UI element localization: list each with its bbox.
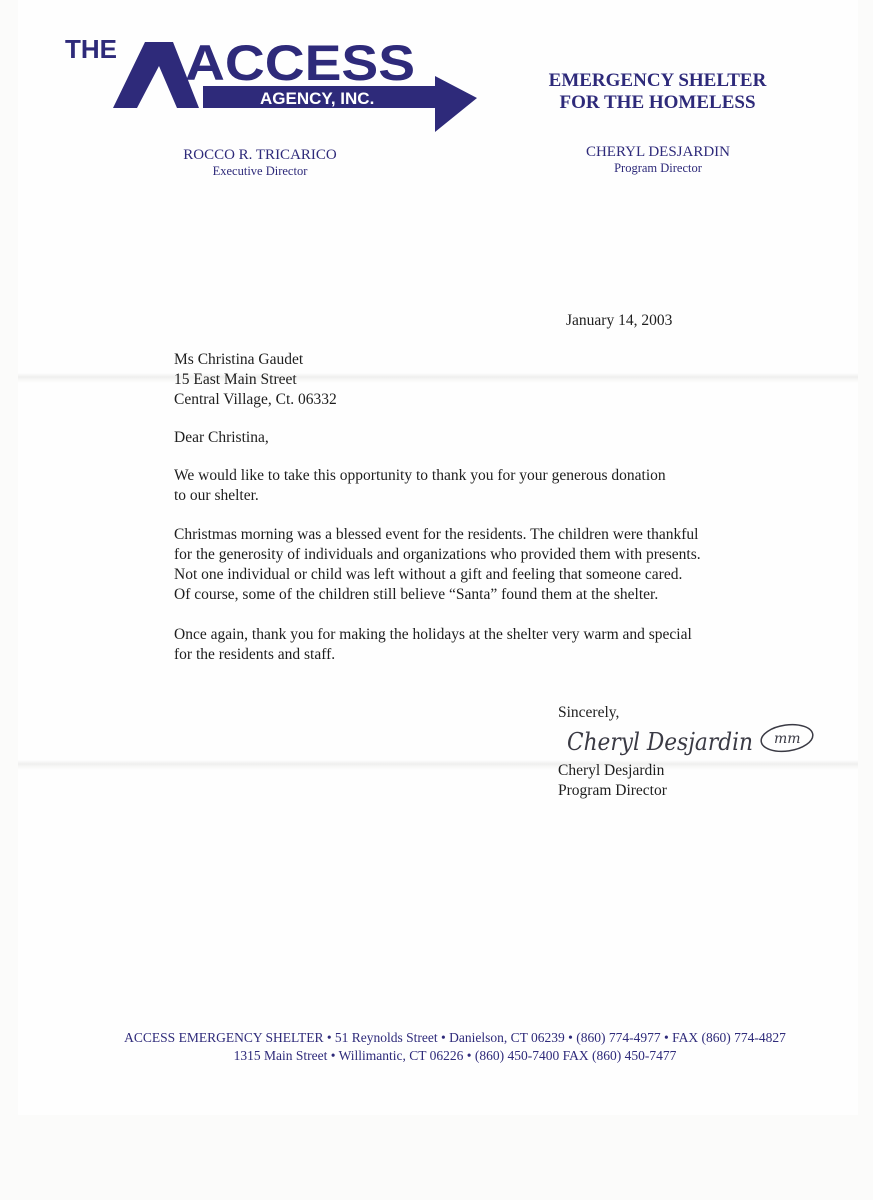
signature-initials: mm [774,731,801,747]
letterhead-footer [60,1029,850,1065]
logo-the-text: THE [65,34,117,64]
paragraph-line: for the residents and staff. [174,646,336,663]
executive-director-name: ROCCO R. TRICARICO [183,147,337,163]
program-title [520,70,795,114]
paragraph-line: Not one individual or child was left without a gift and feeling that someone cared. [174,566,683,583]
executive-director-block [160,146,360,179]
paragraph [174,525,701,605]
logo-access-text: ACCESS [185,35,415,91]
footer-address-line: ACCESS EMERGENCY SHELTER • 51 Reynolds Street • Danielson, CT 06239 • (860) 774-4977 • FAX (860) 774-4827 [124,1030,786,1045]
executive-director-title: Executive Director [212,164,308,178]
salutation: Dear Christina, [174,429,269,446]
paragraph-line: for the generosity of individuals and organizations who provided them with presents. [174,546,701,563]
address-line: Ms Christina Gaudet [174,351,304,368]
address-line: Central Village, Ct. 06332 [174,391,337,408]
signer-title: Program Director [558,782,667,799]
paragraph-line: Of course, some of the children still believe “Santa” found them at the shelter. [174,586,659,603]
paragraph-line: Christmas morning was a blessed event for the residents. The children were thankful [174,526,699,543]
paragraph-line: We would like to take this opportunity to thank you for your generous donation [174,467,666,484]
paragraph [174,625,692,665]
address-line: 15 East Main Street [174,371,297,388]
program-director-block [558,143,758,176]
footer-address-line: 1315 Main Street • Willimantic, CT 06226 • (860) 450-7400 FAX (860) 450-7477 [233,1048,677,1063]
recipient-address [174,350,337,410]
program-title-line: FOR THE HOMELESS [559,92,756,113]
closing: Sincerely, [558,704,620,721]
paragraph [174,466,666,506]
handwritten-signature [565,716,825,762]
program-director-name: CHERYL DESJARDIN [585,144,731,160]
letter-date: January 14, 2003 [566,312,673,329]
paper-fold-line [18,373,858,383]
signer-name: Cheryl Desjardin [558,762,665,779]
signature-script: Cheryl Desjardin [567,728,753,756]
logo-agency-text: AGENCY, INC. [260,89,375,108]
program-director-title: Program Director [614,161,702,175]
program-title-line: EMERGENCY SHELTER [548,70,767,91]
paragraph-line: Once again, thank you for making the holidays at the shelter very warm and special [174,626,692,643]
paragraph-line: to our shelter. [174,487,259,504]
access-agency-logo [65,28,485,140]
signer-block [558,761,667,801]
